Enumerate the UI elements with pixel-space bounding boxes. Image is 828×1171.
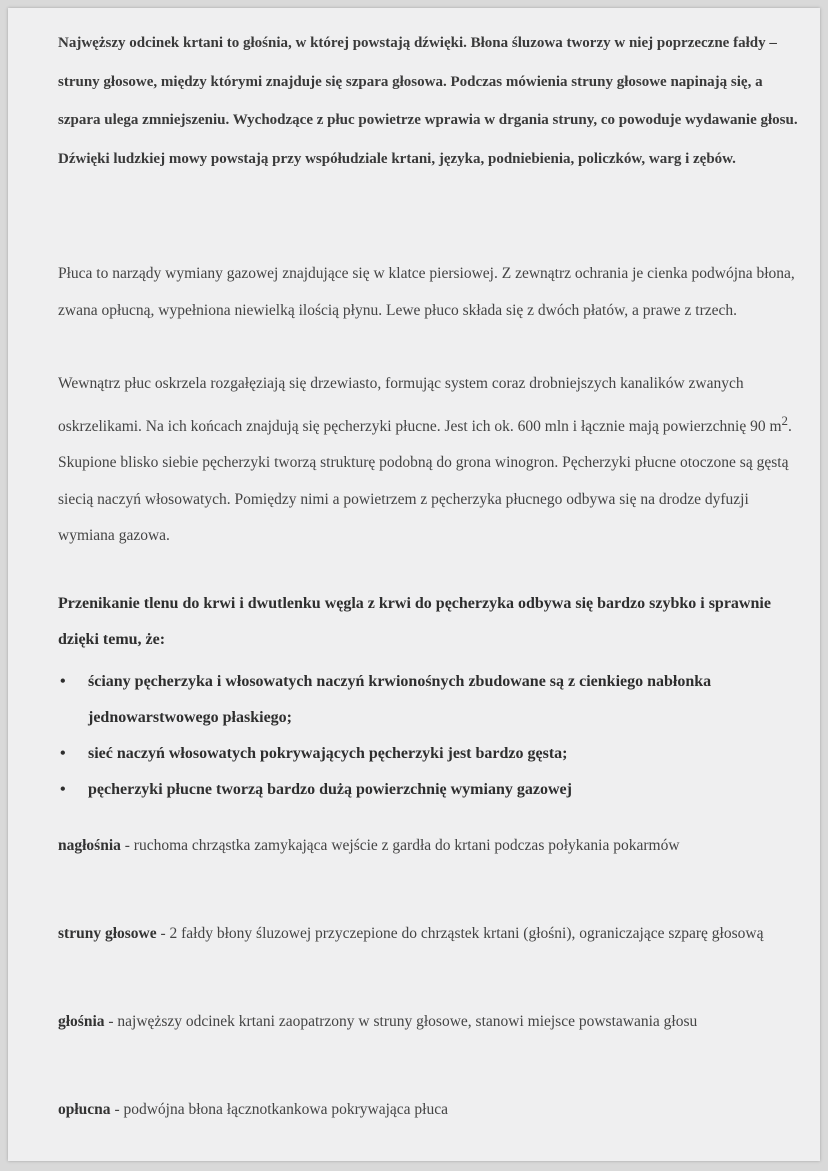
bullet-item xyxy=(58,664,803,736)
square-superscript: 2 xyxy=(781,412,788,428)
definition-oplucna xyxy=(58,1090,803,1130)
document-page xyxy=(8,8,820,1161)
definition-term: struny głosowe xyxy=(58,925,157,942)
bullet-text: ściany pęcherzyka i włosowatych naczyń krwionośnych zbudowane są z cienkiego nabłonka jednowarstwowego płaskiego; xyxy=(88,673,712,726)
definition-naglosnia xyxy=(58,826,803,866)
bullet-item xyxy=(58,736,803,772)
bullet-item xyxy=(58,772,803,808)
bronchi-text-before: Wewnątrz płuc oskrzela rozgałęziają się drzewiasto, formując system coraz drobniejszych kanalików zwanych oskrzelikami. Na ich końcach znajdują się pęcherzyki płucne. Jest ich ok. 600 mln i łącznie mają powierzchnię 90 m xyxy=(58,375,782,435)
definition-text: - najwęższy odcinek krtani zaopatrzony w struny głosowe, stanowi miejsce powstawania głosu xyxy=(104,1013,698,1030)
definition-text: - 2 fałdy błony śluzowej przyczepione do chrząstek krtani (głośni), ograniczające szparę głosową xyxy=(156,925,764,942)
definition-text: - podwójna błona łącznotkankowa pokrywająca płuca xyxy=(110,1101,448,1118)
definition-term: nagłośnia xyxy=(58,837,121,854)
bullet-text: sieć naczyń włosowatych pokrywających pęcherzyki jest bardzo gęsta; xyxy=(88,745,568,762)
definition-term: głośnia xyxy=(58,1013,105,1030)
bullet-dot: • xyxy=(60,745,66,762)
larynx-paragraph: Najwęższy odcinek krtani to głośnia, w której powstają dźwięki. Błona śluzowa tworzy w niej poprzeczne fałdy – struny głosowe, między którymi znajduje się szpara głosowa. Podczas mówienia struny głosowe napinają się, a szpara ulega zmniejszeniu. Wychodzące z płuc powietrze wprawia w drgania struny, co powoduje wydawanie głosu. Dźwięki ludzkiej mowy powstają przy współudziale krtani, języka, podniebienia, policzków, warg i zębów. xyxy=(58,35,798,167)
definition-term: opłucna xyxy=(58,1101,111,1118)
lungs-paragraph: Płuca to narządy wymiany gazowej znajdujące się w klatce piersiowej. Z zewnątrz ochrania je cienka podwójna błona, zwana opłucną, wypełniona niewielką ilością płynu. Lewe płuco składa się z dwóch płatów, a prawe z trzech. xyxy=(58,265,795,319)
bullet-dot: • xyxy=(60,673,66,690)
definition-text: - ruchoma chrząstka zamykająca wejście z gardła do krtani podczas połykania pokarmów xyxy=(120,837,680,854)
bullet-dot: • xyxy=(60,781,66,798)
bronchi-text-after: . Skupione blisko siebie pęcherzyki tworzą strukturę podobną do grona winogron. Pęcherzyki płucne otoczone są gęstą siecią naczyń włosowatych. Pomiędzy nimi a powietrzem z pęcherzyka płucnego odbywa się na drodze dyfuzji wymiana gazowa. xyxy=(58,417,792,545)
definition-struny-glosowe xyxy=(58,914,803,954)
diffusion-bullet-list xyxy=(58,664,803,808)
bronchi-paragraph xyxy=(58,366,803,555)
definition-glosnia xyxy=(58,1002,803,1042)
bullet-text: pęcherzyki płucne tworzą bardzo dużą powierzchnię wymiany gazowej xyxy=(88,781,572,798)
diffusion-heading: Przenikanie tlenu do krwi i dwutlenku węgla z krwi do pęcherzyka odbywa się bardzo szybko i sprawnie dzięki temu, że: xyxy=(58,595,771,648)
